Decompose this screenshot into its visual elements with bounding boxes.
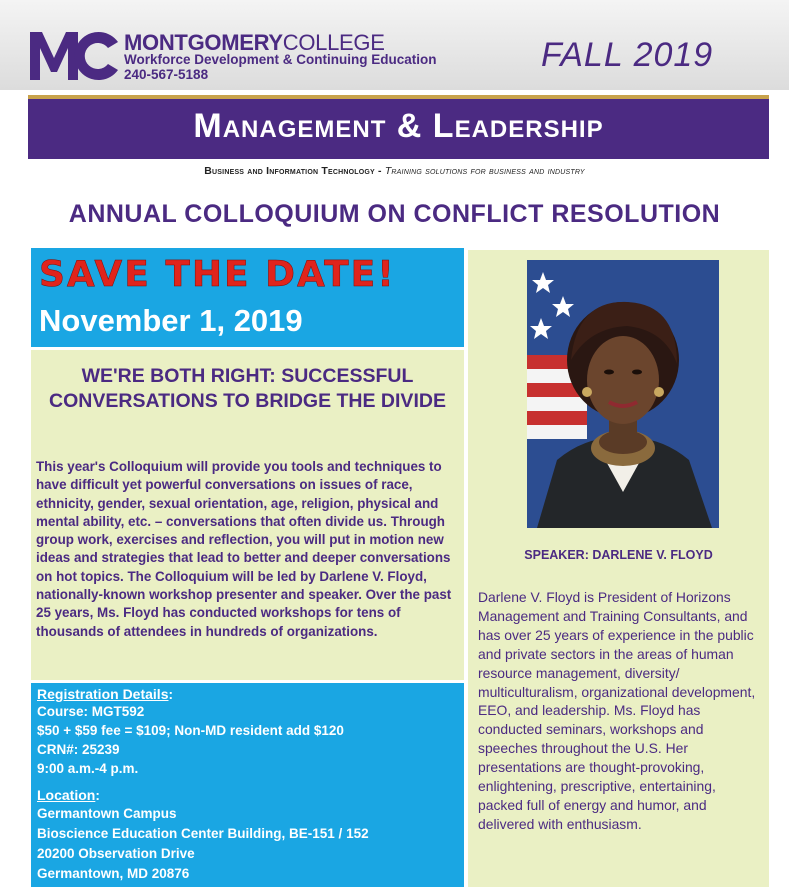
program-title: Management & Leadership [193, 107, 604, 145]
course-time: 9:00 a.m.-4 p.m. [37, 761, 139, 776]
montgomery-college-logo [28, 28, 120, 82]
phone-number: 240-567-5188 [124, 67, 209, 82]
speaker-photo [527, 260, 719, 528]
course-fee: $50 + $59 fee = $109; Non-MD resident add $120 [37, 723, 344, 738]
season-label: FALL 2019 [541, 36, 714, 74]
program-title-bar [28, 95, 769, 159]
speaker-portrait-illustration [527, 260, 719, 528]
location-heading: Location: [37, 787, 100, 803]
event-title: ANNUAL COLLOQUIUM ON CONFLICT RESOLUTION [68, 200, 721, 228]
speaker-bio: Darlene V. Floyd is President of Horizons Management and Training Consultants, and has over 25 years of experience in the public and private sectors in the areas of human resource management, diversity/ multiculturalism, organizational development, EEO, and leadership. Ms. Floyd has conducted seminars, workshops and speeches throughout the U.S. Her presentations are thought-provoking, enlightening, prescriptive, entertaining, packed full of energy and humor, and delivered with enthusiasm. [478, 589, 756, 832]
location-line: Germantown, MD 20876 [37, 866, 190, 881]
tagline-category: Business and Information Technology [204, 165, 375, 177]
save-the-date-heading: SAVE THE DATE! [39, 254, 396, 295]
department-name: Workforce Development & Continuing Education [124, 52, 437, 67]
header-banner [0, 0, 789, 90]
session-title: WE'RE BOTH RIGHT: SUCCESSFUL CONVERSATIONS TO BRIDGE THE DIVIDE [49, 365, 446, 412]
save-the-date-panel [31, 248, 464, 347]
session-description: This year's Colloquium will provide you tools and techniques to have difficult yet powerful conversations on issues of race, ethnicity, gender, sexual orientation, age, religion, physical and mental ability, etc. – conversations that often divide us. Through group work, exercises and reflection, you will put in motion new ideas and strategies that lead to better and deeper conversations on hot topics. The Colloquium will be led by Darlene V. Floyd, nationally-known workshop presenter and speaker. Over the past 25 years, Ms. Floyd has conducted workshops for tens of thousands of attendees in hundreds of organizations. [36, 459, 452, 639]
speaker-label: SPEAKER: DARLENE V. FLOYD [524, 548, 713, 562]
crn-number: CRN#: 25239 [37, 742, 120, 757]
registration-panel [31, 683, 464, 887]
location-line: Bioscience Education Center Building, BE-151 / 152 [37, 826, 369, 841]
session-description-panel [31, 350, 464, 680]
college-name: MONTGOMERYCOLLEGE [124, 30, 385, 55]
course-number: Course: MGT592 [37, 704, 145, 719]
tagline [0, 165, 789, 177]
location-line: Germantown Campus [37, 806, 177, 821]
tagline-separator: - [374, 165, 385, 177]
event-date: November 1, 2019 [39, 303, 303, 338]
tagline-slogan: Training solutions for business and industry [384, 165, 585, 177]
location-line: 20200 Observation Drive [37, 846, 195, 861]
registration-heading: Registration Details: [37, 686, 173, 702]
